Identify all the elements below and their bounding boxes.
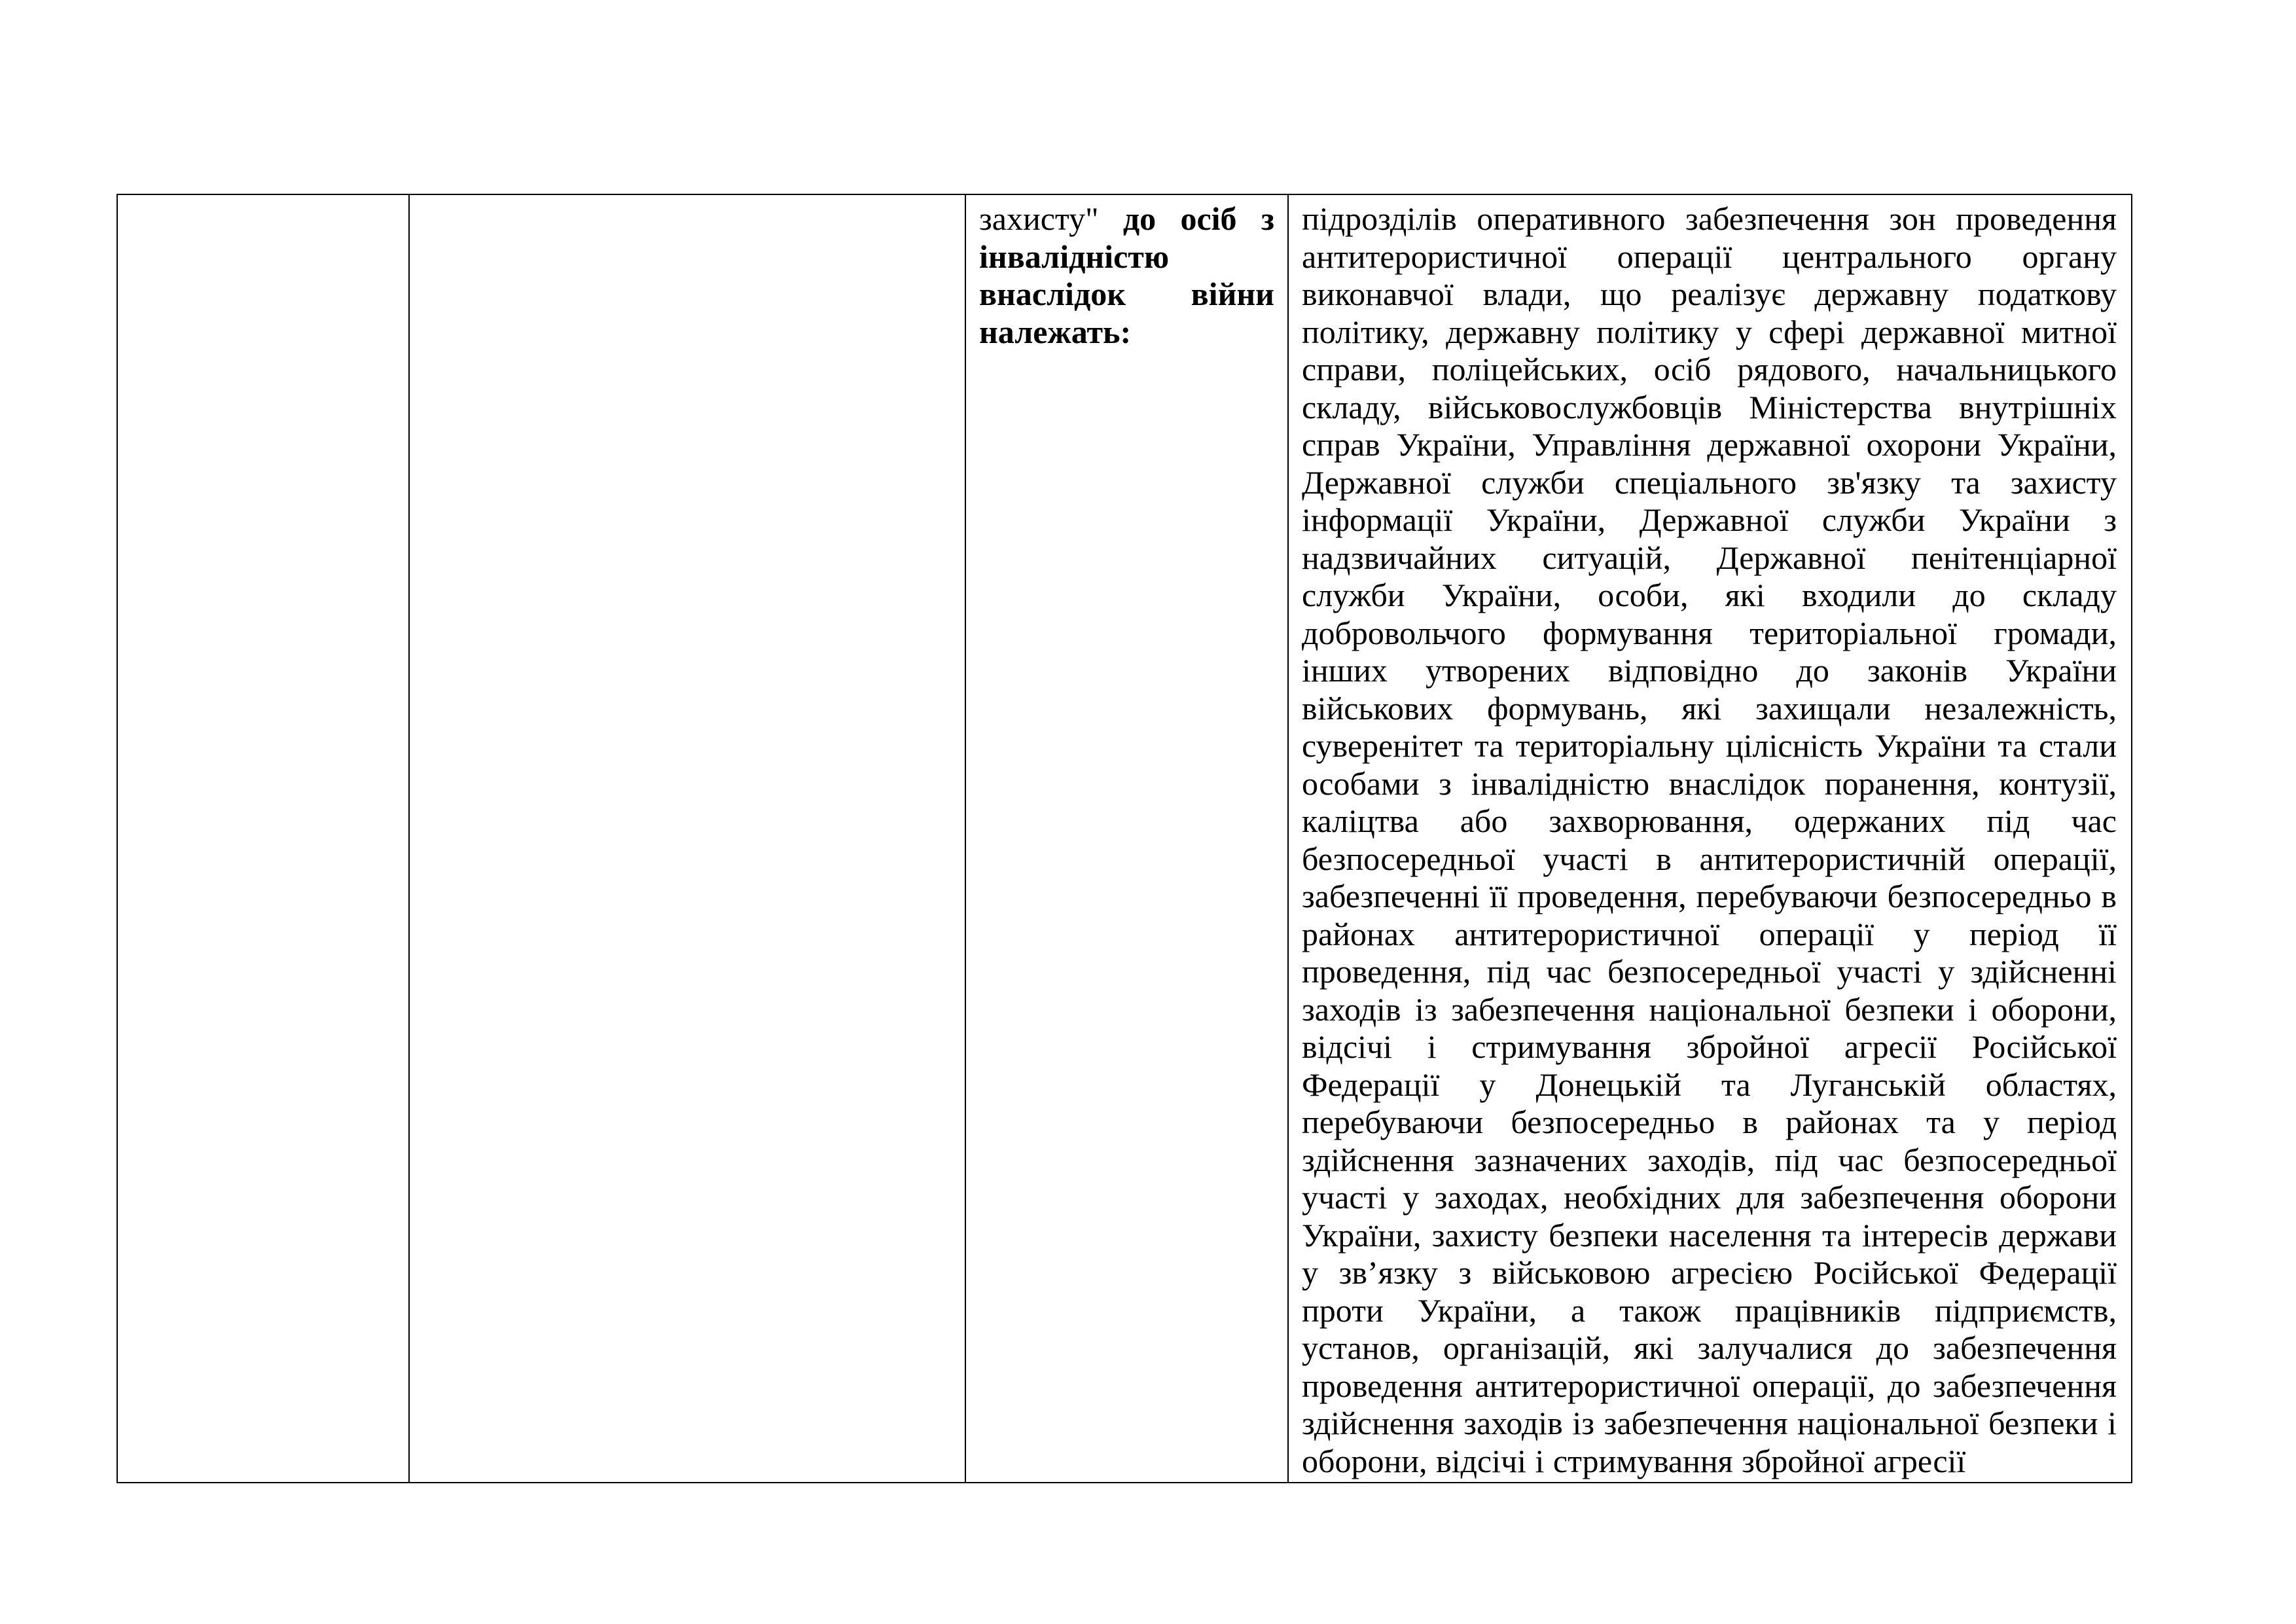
table-cell-4 xyxy=(1288,194,2132,1483)
table-row xyxy=(117,194,2132,1483)
cell-3-bold-text: до осіб з інвалідністю внаслідок війни належать: xyxy=(979,200,1274,350)
cell-3-text xyxy=(966,195,1287,351)
table-cell-2 xyxy=(409,194,965,1483)
table-cell-1 xyxy=(117,194,409,1483)
document-table xyxy=(117,194,2132,1483)
table-cell-3 xyxy=(965,194,1288,1483)
cell-4-text: підрозділів оперативного забезпечення зон проведення антитерористичної операції центрального органу виконавчої влади, що реалізує державну податкову політику, державну політику у сфері державної митної справи, поліцейських, осіб рядового, начальницького складу, військовослужбовців Міністерства внутрішніх справ України, Управління державної охорони України, Державної служби спеціального зв'язку та захисту інформації України, Державної служби України з надзвичайних ситуацій, Державної пенітенціарної служби України, особи, які входили до складу добровольчого формування територіальної громади, інших утворених відповідно до законів України військових формувань, які захищали незалежність, суверенітет та територіальну цілісність України та стали особами з інвалідністю внаслідок поранення, контузії, каліцтва або захворювання, одержаних під час безпосередньої участі в антитерористичній операції, забезпеченні її проведення, перебуваючи безпосередньо в районах антитерористичної операції у період її проведення, під час безпосередньої участі у здійсненні заходів із забезпечення національної безпеки і оборони, відсічі і стримування збройної агресії Російської Федерації у Донецькій та Луганській областях, перебуваючи безпосередньо в районах та у період здійснення зазначених заходів, під час безпосередньої участі у заходах, необхідних для забезпечення оборони України, захисту безпеки населення та інтересів держави у зв’язку з військовою агресією Російської Федерації проти України, а також працівників підприємств, установ, організацій, які залучалися до забезпечення проведення антитерористичної операції, до забезпечення здійснення заходів із забезпечення національної безпеки і оборони, відсічі і стримування збройної агресії xyxy=(1302,200,2117,1479)
cell-3-plain-text: захисту" xyxy=(979,200,1123,237)
